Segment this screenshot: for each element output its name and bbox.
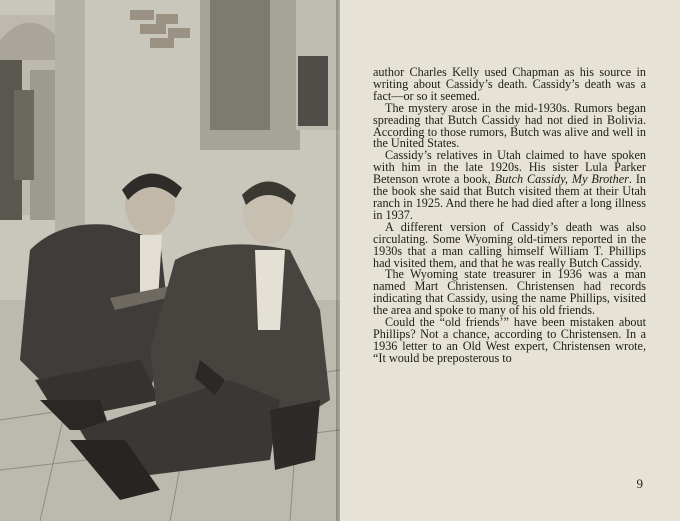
paragraph-4: A different version of Cassidy’s death was also circulating. Some Wyoming old-timers reported in the 1930s that a man calling himself William T. Phillips had visited them, and that he was really Butch Cassidy. (373, 219, 646, 270)
paragraph-5: The Wyoming state treasurer in 1936 was a man named Mart Christensen. Christensen had records indicating that Cassidy, using the name Phillips, visited the area and spoke to many of his old friends. (373, 267, 646, 318)
paragraph-3-start: Cassidy’s relatives in Utah claimed to have spoken with him in the late 1920s. His sister Lula Parker Betenson wrote a book, (373, 148, 646, 187)
paragraph-3-end: . In the book she said that Butch visited them at their Utah ranch in 1925. And there he had died after a long illness in 1937. (373, 172, 647, 222)
text-page (340, 0, 680, 521)
paragraph-2: The mystery arose in the mid-1930s. Rumors began spreading that Butch Cassidy had not died in Bolivia. According to those rumors, Butch was alive and well in the United States. (373, 100, 646, 151)
paragraph-1: author Charles Kelly used Chapman as his source in writing about Cassidy’s death. Cassidy’s death was a fact—or so it seemed. (373, 65, 646, 103)
page-number: 9 (636, 476, 643, 491)
book-title-italic: Butch Cassidy, My Brother (494, 172, 629, 187)
body-text (373, 67, 646, 365)
paragraph-6: Could the “old friends’” have been mistaken about Phillips? Not a chance, according to Christensen. In a 1936 letter to an Old West expert, Christensen wrote, “It would be preposterous to (373, 315, 646, 365)
paragraph-3 (373, 150, 646, 221)
